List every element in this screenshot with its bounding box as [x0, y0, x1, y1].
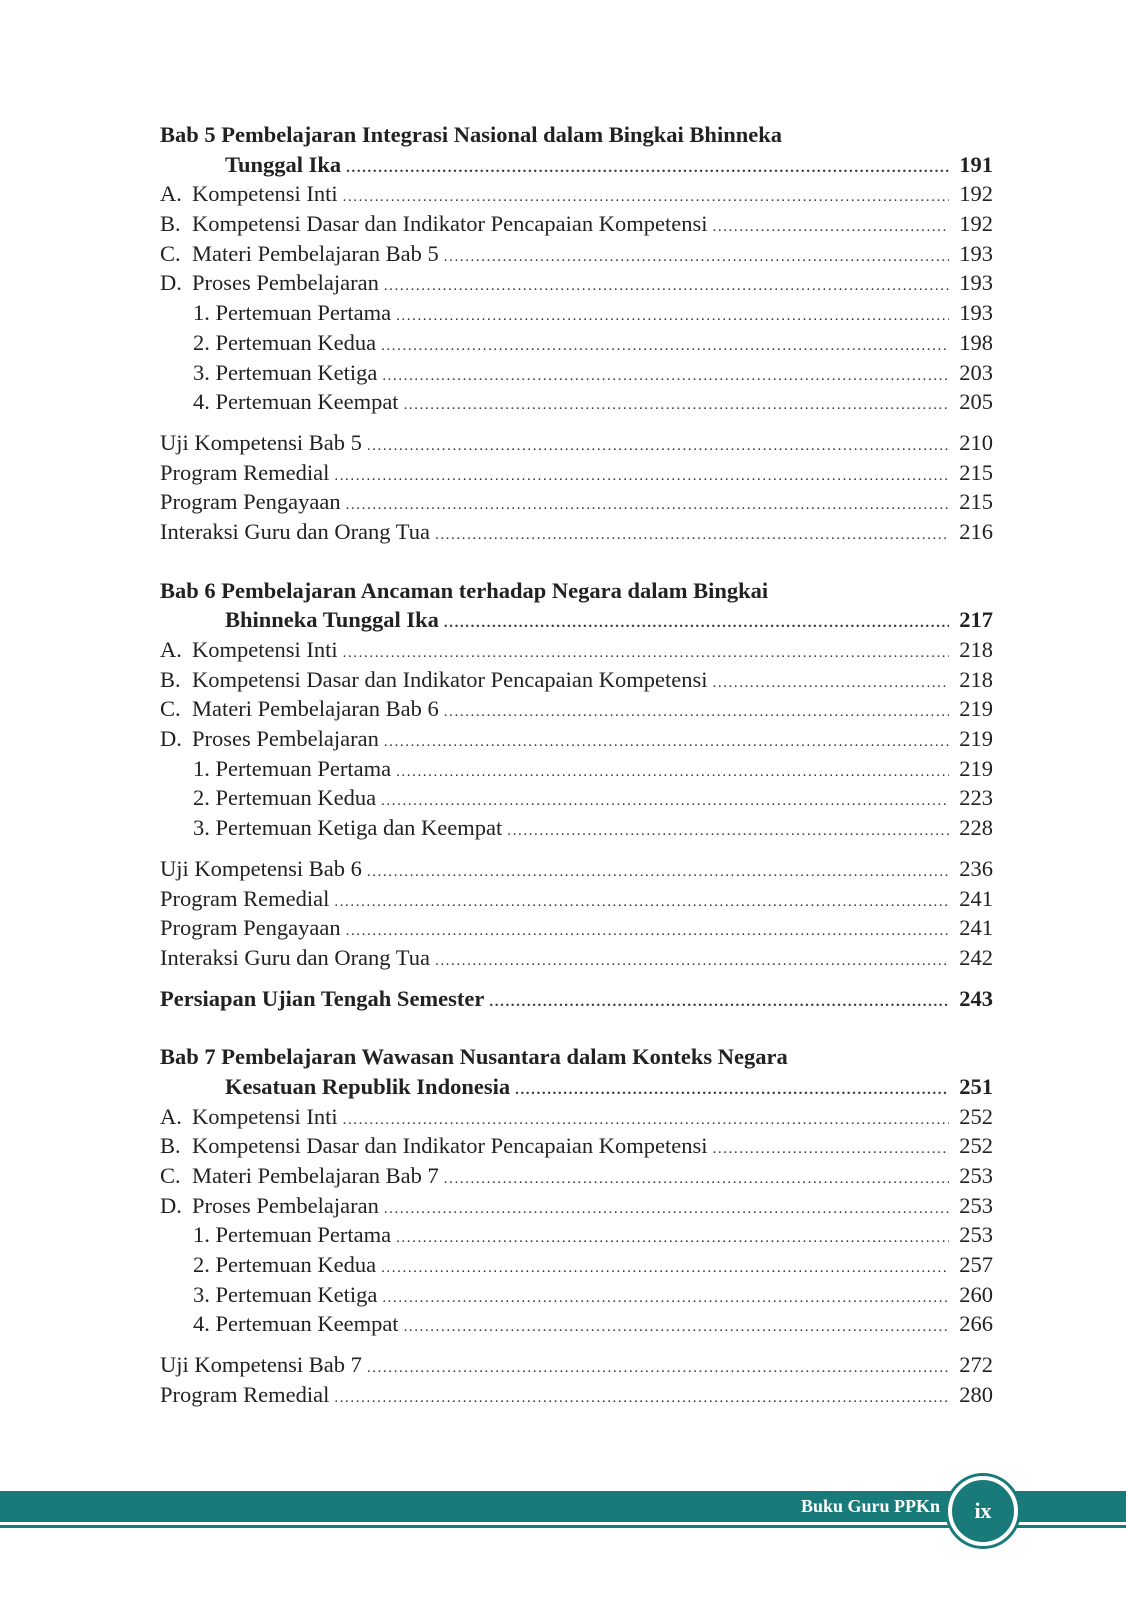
dot-leader — [515, 1076, 949, 1106]
entry-label: Proses Pembelajaran — [192, 726, 379, 752]
midterm-entry[interactable] — [160, 984, 993, 1014]
toc-entry[interactable] — [160, 458, 993, 488]
chapter-title[interactable]: Bab 6 Pembelajaran Ancaman terhadap Negara dalam Bingkai — [160, 577, 769, 603]
entry-letter: B. — [160, 666, 181, 692]
dot-leader — [384, 1195, 949, 1225]
page-number: 193 — [959, 270, 993, 296]
toc-entry[interactable] — [160, 517, 993, 547]
dot-leader — [507, 817, 949, 847]
page-number: 280 — [959, 1381, 993, 1407]
dot-leader — [382, 1284, 949, 1314]
entry-letter: D. — [160, 1192, 182, 1218]
entry-label: Materi Pembelajaran Bab 6 — [192, 696, 439, 722]
page-number: 215 — [959, 459, 993, 485]
entry-label: Kompetensi Inti — [192, 637, 338, 662]
entry-letter: A. — [160, 181, 182, 207]
page-number: 193 — [959, 300, 993, 326]
page-number: 218 — [959, 666, 993, 692]
entry-label: 4. Pertemuan Keempat — [193, 1311, 399, 1337]
dot-leader — [334, 888, 949, 918]
entry-label: Program Remedial — [160, 1381, 330, 1407]
toc-entry[interactable] — [160, 428, 993, 458]
entry-label: Uji Kompetensi Bab 5 — [160, 429, 362, 455]
table-of-contents — [160, 120, 993, 1410]
entry-label: Kompetensi Dasar dan Indikator Pencapaian Kompetensi — [192, 1133, 708, 1159]
toc-entry[interactable] — [160, 487, 993, 517]
page-number: 223 — [959, 785, 993, 811]
entry-label: Interaksi Guru dan Orang Tua — [160, 944, 430, 970]
entry-label: Program Remedial — [160, 885, 330, 911]
chapter-title[interactable]: Bab 5 Pembelajaran Integrasi Nasional dalam Bingkai Bhinneka — [160, 122, 782, 147]
toc-entry[interactable] — [160, 884, 993, 914]
entry-label: Uji Kompetensi Bab 7 — [160, 1352, 362, 1378]
dot-leader — [444, 609, 949, 639]
dot-leader — [435, 521, 949, 551]
dot-leader — [367, 1354, 949, 1384]
dot-leader — [396, 1224, 949, 1254]
page-number: 216 — [959, 518, 993, 544]
page-number: 253 — [959, 1222, 993, 1248]
toc-entry[interactable] — [160, 179, 993, 209]
page-number: 253 — [959, 1192, 993, 1218]
chapter-title-continued: Tunggal Ika — [225, 151, 342, 177]
entry-letter: A. — [160, 1103, 182, 1129]
dot-leader — [381, 1254, 949, 1284]
page-number: 251 — [959, 1073, 993, 1099]
entry-label: 1. Pertemuan Pertama — [193, 755, 392, 781]
toc-subentry[interactable] — [160, 1309, 993, 1339]
toc-subentry[interactable] — [160, 328, 993, 358]
toc-subentry[interactable] — [160, 1280, 993, 1310]
toc-entry[interactable] — [160, 1131, 993, 1161]
chapter-title-entry[interactable] — [160, 605, 993, 635]
toc-entry[interactable] — [160, 239, 993, 269]
chapter-section — [160, 120, 993, 547]
dot-leader — [712, 1135, 949, 1165]
entry-label: Uji Kompetensi Bab 6 — [160, 855, 362, 881]
dot-leader — [382, 362, 949, 392]
page-number: 243 — [959, 985, 993, 1011]
entry-label: 2. Pertemuan Kedua — [193, 1252, 377, 1278]
page-number: 219 — [959, 755, 993, 781]
toc-entry[interactable] — [160, 1161, 993, 1191]
dot-leader — [444, 698, 949, 728]
entry-label: Program Pengayaan — [160, 915, 341, 941]
chapter-title-continued: Bhinneka Tunggal Ika — [225, 607, 439, 633]
entry-label: 1. Pertemuan Pertama — [193, 1222, 392, 1248]
entry-letter: D. — [160, 726, 182, 752]
entry-label: Program Remedial — [160, 459, 330, 485]
toc-entry[interactable] — [160, 268, 993, 298]
dot-leader — [396, 758, 949, 788]
dot-leader — [489, 988, 949, 1018]
page-number: 217 — [959, 607, 993, 633]
page-number: 219 — [959, 726, 993, 752]
toc-entry[interactable] — [160, 665, 993, 695]
page-number: 203 — [959, 359, 993, 385]
entry-letter: C. — [160, 240, 181, 266]
page-number: 242 — [959, 944, 993, 970]
dot-leader — [346, 491, 949, 521]
page-number: 205 — [959, 389, 993, 415]
toc-subentry[interactable] — [160, 754, 993, 784]
toc-entry[interactable] — [160, 694, 993, 724]
entry-letter: B. — [160, 211, 181, 237]
dot-leader — [346, 154, 949, 184]
book-title: Buku Guru PPKn — [800, 1496, 940, 1516]
entry-label: Kompetensi Dasar dan Indikator Pencapaian Kompetensi — [192, 666, 708, 692]
page-number: 260 — [959, 1281, 993, 1307]
entry-label: Kompetensi Inti — [192, 181, 338, 207]
toc-entry[interactable] — [160, 1380, 993, 1410]
entry-label: 3. Pertemuan Ketiga — [193, 359, 378, 385]
page-number: 228 — [959, 815, 993, 841]
entry-label: Program Pengayaan — [160, 489, 341, 515]
dot-leader — [444, 243, 949, 273]
page-number: 252 — [959, 1103, 993, 1129]
entry-letter: A. — [160, 637, 182, 662]
dot-leader — [384, 272, 949, 302]
page-number-badge: ix — [948, 1476, 1018, 1546]
toc-entry[interactable] — [160, 1102, 993, 1132]
dot-leader — [444, 1165, 949, 1195]
toc-entry[interactable] — [160, 1191, 993, 1221]
entry-letter: C. — [160, 1163, 181, 1188]
dot-leader — [334, 462, 949, 492]
toc-entry[interactable] — [160, 854, 993, 884]
dot-leader — [712, 669, 949, 699]
toc-entry[interactable] — [160, 635, 993, 665]
page-number: 215 — [959, 489, 993, 515]
dot-leader — [346, 917, 949, 947]
toc-subentry[interactable] — [160, 387, 993, 417]
entry-label: Materi Pembelajaran Bab 5 — [192, 240, 439, 266]
page-number: 193 — [959, 240, 993, 266]
dot-leader — [381, 332, 949, 362]
toc-subentry[interactable] — [160, 358, 993, 388]
entry-label: Proses Pembelajaran — [192, 1192, 379, 1218]
toc-subentry[interactable] — [160, 813, 993, 843]
chapter-title[interactable]: Bab 7 Pembelajaran Wawasan Nusantara dalam Konteks Negara — [160, 1044, 788, 1070]
chapter-title-continued: Kesatuan Republik Indonesia — [225, 1073, 511, 1099]
entry-label: Kompetensi Dasar dan Indikator Pencapaian Kompetensi — [192, 211, 708, 237]
toc-entry[interactable] — [160, 943, 993, 973]
chapter-section — [160, 576, 993, 973]
dot-leader — [404, 391, 949, 421]
entry-label: 3. Pertemuan Ketiga — [193, 1281, 378, 1307]
toc-entry[interactable] — [160, 913, 993, 943]
entry-letter: D. — [160, 270, 182, 296]
chapter-section — [160, 1042, 993, 1409]
entry-label: Interaksi Guru dan Orang Tua — [160, 518, 430, 544]
page-number: 266 — [959, 1311, 993, 1337]
page-number: 198 — [959, 329, 993, 355]
toc-subentry[interactable] — [160, 783, 993, 813]
entry-label: 1. Pertemuan Pertama — [193, 300, 392, 326]
entry-label: 2. Pertemuan Kedua — [193, 329, 377, 355]
dot-leader — [712, 213, 949, 243]
entry-label: Materi Pembelajaran Bab 7 — [192, 1163, 439, 1188]
page-number: 253 — [959, 1163, 993, 1188]
page-number: 241 — [959, 915, 993, 941]
toc-entry[interactable] — [160, 724, 993, 754]
page-number: 219 — [959, 696, 993, 722]
toc-subentry[interactable] — [160, 298, 993, 328]
page-number: 252 — [959, 1133, 993, 1159]
toc-entry[interactable] — [160, 209, 993, 239]
chapter-title-entry[interactable] — [160, 150, 993, 180]
entry-label: Kompetensi Inti — [192, 1103, 338, 1129]
dot-leader — [384, 728, 949, 758]
page-number: 236 — [959, 855, 993, 881]
dot-leader — [435, 947, 949, 977]
toc-subentry[interactable] — [160, 1250, 993, 1280]
page-footer — [0, 1476, 1126, 1556]
dot-leader — [404, 1313, 949, 1343]
entry-label: 3. Pertemuan Ketiga dan Keempat — [193, 815, 503, 841]
entry-label: 2. Pertemuan Kedua — [193, 785, 377, 811]
dot-leader — [396, 302, 949, 332]
toc-subentry[interactable] — [160, 1220, 993, 1250]
entry-label: 4. Pertemuan Keempat — [193, 389, 399, 415]
toc-entry[interactable] — [160, 1350, 993, 1380]
dot-leader — [367, 432, 949, 462]
page-number: 241 — [959, 885, 993, 911]
entry-label: Proses Pembelajaran — [192, 270, 379, 296]
chapter-title-entry[interactable] — [160, 1072, 993, 1102]
dot-leader — [367, 858, 949, 888]
page-number: 192 — [959, 181, 993, 207]
page-number: 210 — [959, 429, 993, 455]
entry-label: Persiapan Ujian Tengah Semester — [160, 985, 485, 1011]
dot-leader — [334, 1384, 949, 1414]
entry-letter: C. — [160, 696, 181, 722]
page-number: 191 — [959, 151, 993, 177]
page-number: 192 — [959, 211, 993, 237]
page-number: 272 — [959, 1352, 993, 1378]
entry-letter: B. — [160, 1133, 181, 1159]
page-number: 257 — [959, 1252, 993, 1278]
page-number: 218 — [959, 637, 993, 662]
